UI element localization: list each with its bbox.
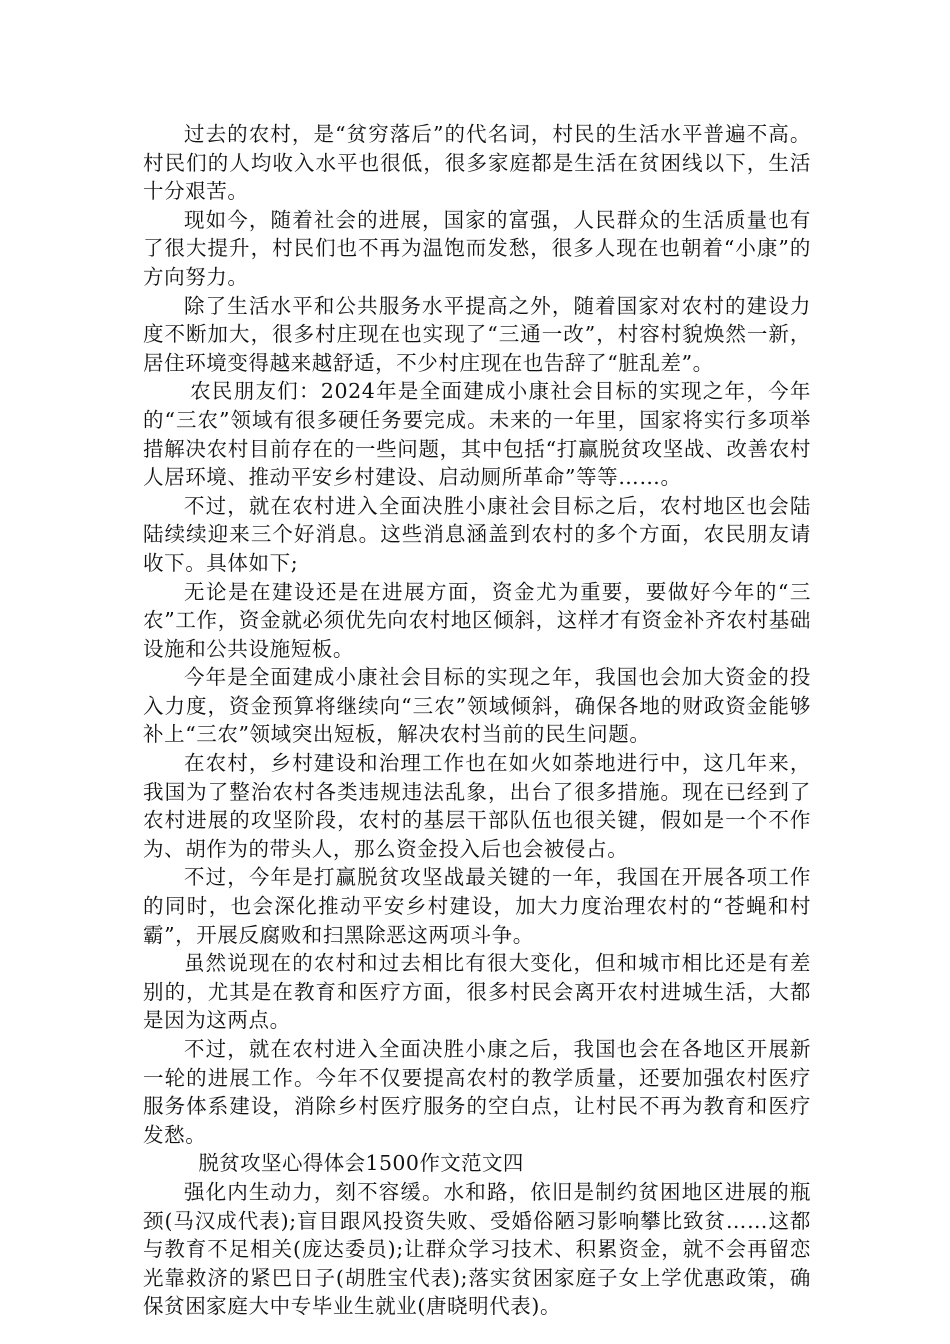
paragraph-1: 过去的农村，是“贫穷落后”的代名词，村民的生活水平普遍不高。村民们的人均收入水平也很低，很多家庭都是生活在贫困线以下，生活十分艰苦。 xyxy=(143,122,811,204)
paragraph-6: 无论是在建设还是在进展方面，资金尤为重要，要做好今年的“三农”工作，资金就必须优先向农村地区倾斜，这样才有资金补齐农村基础设施和公共设施短板。 xyxy=(143,579,811,661)
paragraph-7: 今年是全面建成小康社会目标的实现之年，我国也会加大资金的投入力度，资金预算将继续向“三农”领域倾斜，确保各地的财政资金能够补上“三农”领域突出短板，解决农村当前的民生问题。 xyxy=(143,665,811,747)
paragraph-2: 现如今，随着社会的进展，国家的富强，人民群众的生活质量也有了很大提升，村民们也不再为温饱而发愁，很多人现在也朝着“小康”的方向努力。 xyxy=(143,207,811,289)
paragraph-12: 强化内生动力，刻不容缓。水和路，依旧是制约贫困地区进展的瓶颈(马汉成代表);盲目跟风投资失败、受婚俗陋习影响攀比致贫……这都与教育不足相关(庞达委员);让群众学习技术、积累资金，就不会再留恋光靠救济的紧巴日子(胡胜宝代表);落实贫困家庭子女上学优惠政策，确保贫困家庭大中专毕业生就业(唐晓明代表)。 xyxy=(143,1179,811,1319)
paragraph-8: 在农村，乡村建设和治理工作也在如火如荼地进行中，这几年来，我国为了整治农村各类违规违法乱象，出台了很多措施。现在已经到了农村进展的攻坚阶段，农村的基层干部队伍也很关键，假如是一个不作为、胡作为的带头人，那么资金投入后也会被侵占。 xyxy=(143,751,811,861)
document-body xyxy=(143,120,811,1321)
paragraph-4: 农民朋友们：2024年是全面建成小康社会目标的实现之年，今年的“三农”领域有很多硬任务要完成。未来的一年里，国家将实行多项举措解决农村目前存在的一些问题，其中包括“打赢脱贫攻坚战、改善农村人居环境、推动平安乡村建设、启动厕所革命”等等……。 xyxy=(143,379,811,490)
paragraph-3: 除了生活水平和公共服务水平提高之外，随着国家对农村的建设力度不断加大，很多村庄现在也实现了“三通一改”，村容村貌焕然一新，居住环境变得越来越舒适，不少村庄现在也告辞了“脏乱差”。 xyxy=(143,293,811,375)
paragraph-11: 不过，就在农村进入全面决胜小康之后，我国也会在各地区开展新一轮的进展工作。今年不仅要提高农村的教学质量，还要加强农村医疗服务体系建设，消除乡村医疗服务的空白点，让村民不再为教育和医疗发愁。 xyxy=(143,1037,811,1147)
paragraph-5: 不过，就在农村进入全面决胜小康社会目标之后，农村地区也会陆陆续续迎来三个好消息。这些消息涵盖到农村的多个方面，农民朋友请收下。具体如下; xyxy=(143,493,811,575)
paragraph-10: 虽然说现在的农村和过去相比有很大变化，但和城市相比还是有差别的，尤其是在教育和医疗方面，很多村民会离开农村进城生活，大都是因为这两点。 xyxy=(143,951,811,1033)
paragraph-9: 不过，今年是打赢脱贫攻坚战最关键的一年，我国在开展各项工作的同时，也会深化推动平安乡村建设，加大力度治理农村的“苍蝇和村霸”，开展反腐败和扫黑除恶这两项斗争。 xyxy=(143,865,811,947)
section-heading: 脱贫攻坚心得体会1500作文范文四 xyxy=(198,1151,524,1176)
